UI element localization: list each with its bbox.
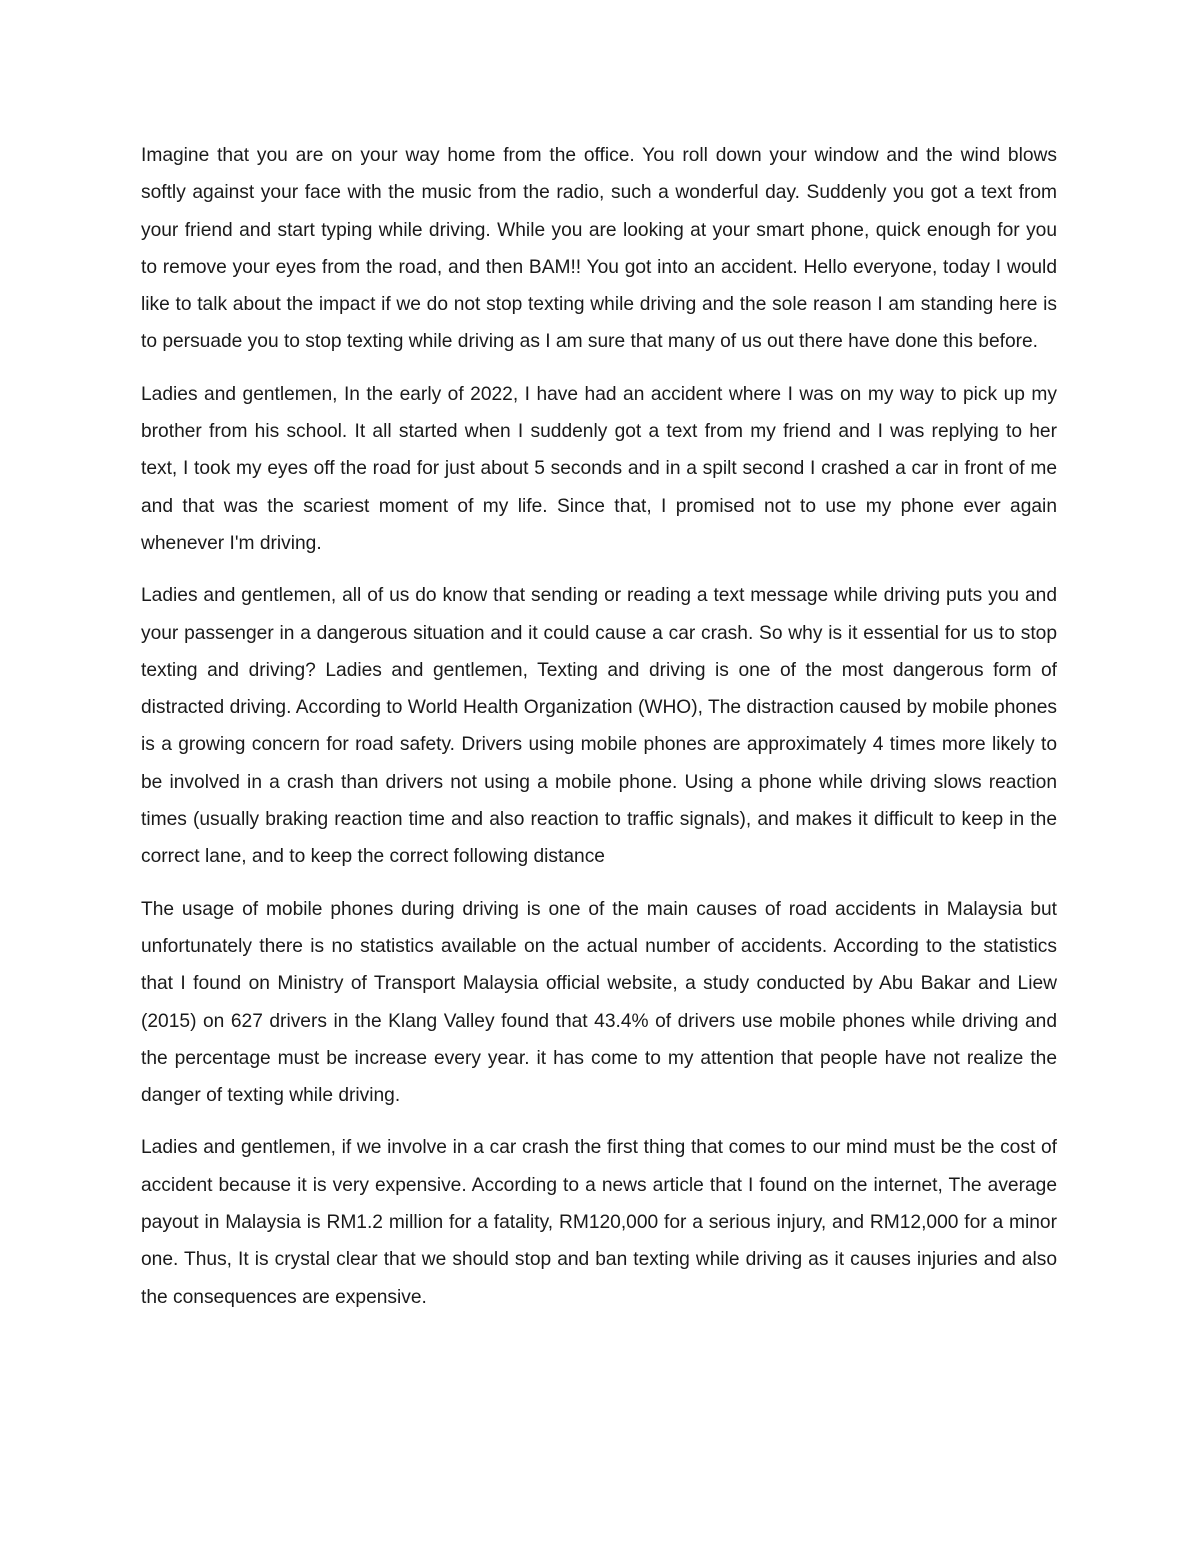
paragraph-intro: Imagine that you are on your way home from the office. You roll down your window and the wind blows softly against your face with the music from the radio, such a wonderful day. Suddenly you got a text from your friend and start typing while driving. While you are looking at your smart phone, quick enough for you to remove your eyes from the road, and then BAM!! You got into an accident. Hello everyone, today I would like to talk about the impact if we do not stop texting while driving and the sole reason I am standing here is to persuade you to stop texting while driving as I am sure that many of us out there have done this before. <box>141 145 1057 353</box>
paragraph-malaysia-statistics: The usage of mobile phones during driving is one of the main causes of road accidents in Malaysia but unfortunately there is no statistics available on the actual number of accidents. According to the statistics that I found on Ministry of Transport Malaysia official website, a study conducted by Abu Bakar and Liew (2015) on 627 drivers in the Klang Valley found that 43.4% of drivers use mobile phones while driving and the percentage must be increase every year. it has come to my attention that people have not realize the danger of texting while driving. <box>141 898 1057 1107</box>
paragraph-who-statistics: Ladies and gentlemen, all of us do know that sending or reading a text message while driving puts you and your passenger in a dangerous situation and it could cause a car crash. So why is it essential for us to stop texting and driving? Ladies and gentlemen, Texting and driving is one of the most dangerous form of distracted driving. According to World Health Organization (WHO), The distraction caused by mobile phones is a growing concern for road safety. Drivers using mobile phones are approximately 4 times more likely to be involved in a crash than drivers not using a mobile phone. Using a phone while driving slows reaction times (usually braking reaction time and also reaction to traffic signals), and makes it difficult to keep in the correct lane, and to keep the correct following distance <box>141 585 1057 868</box>
paragraph-personal-story: Ladies and gentlemen, In the early of 2022, I have had an accident where I was on my way to pick up my brother from his school. It all started when I suddenly got a text from my friend and I was replying to her text, I took my eyes off the road for just about 5 seconds and in a spilt second I crashed a car in front of me and that was the scariest moment of my life. Since that, I promised not to use my phone ever again whenever I'm driving. <box>141 383 1057 554</box>
document-body <box>141 137 1057 1331</box>
paragraph-accident-cost: Ladies and gentlemen, if we involve in a car crash the first thing that comes to our mind must be the cost of accident because it is very expensive. According to a news article that I found on the internet, The average payout in Malaysia is RM1.2 million for a fatality, RM120,000 for a serious injury, and RM12,000 for a minor one. Thus, It is crystal clear that we should stop and ban texting while driving as it causes injuries and also the consequences are expensive. <box>141 1137 1057 1308</box>
